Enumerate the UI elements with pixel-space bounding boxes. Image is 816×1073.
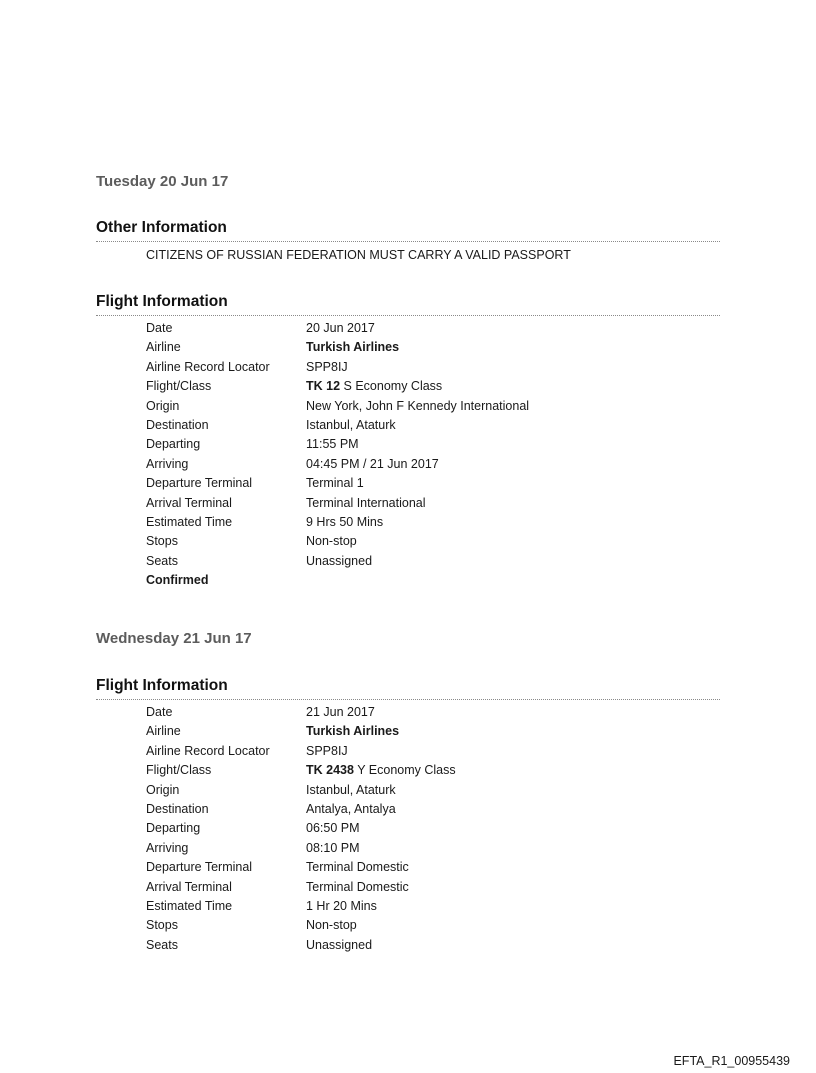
row-estimated-time (146, 513, 529, 532)
row-destination (146, 416, 529, 435)
other-information-heading: Other Information (96, 219, 720, 242)
row-arriving (146, 455, 529, 474)
value-departing: 06:50 PM (306, 821, 360, 836)
value-origin: New York, John F Kennedy International (306, 398, 530, 413)
booking-status: Confirmed (146, 573, 209, 587)
value-arriving: 08:10 PM (306, 840, 360, 855)
value-arrival-terminal: Terminal Domestic (306, 879, 409, 894)
value-seats: Unassigned (306, 937, 373, 952)
value-locator: SPP8IJ (306, 743, 348, 758)
row-locator (146, 358, 529, 377)
label-airline: Airline (146, 340, 181, 355)
label-arriving: Arriving (146, 840, 189, 855)
label-departing: Departing (146, 821, 201, 836)
row-origin (146, 781, 456, 800)
label-origin: Origin (146, 782, 180, 797)
value-stops: Non-stop (306, 918, 357, 933)
label-departure-terminal: Departure Terminal (146, 860, 253, 875)
value-estimated-time: 1 Hr 20 Mins (306, 899, 377, 914)
flight-number: TK 2438 (306, 763, 354, 778)
value-stops: Non-stop (306, 534, 357, 549)
flight-details-table-1 (146, 319, 529, 571)
flight-information-heading-2: Flight Information (96, 677, 720, 700)
label-departing: Departing (146, 437, 201, 452)
flight-details-table-2 (146, 703, 456, 955)
passport-notice: CITIZENS OF RUSSIAN FEDERATION MUST CARRY A VALID PASSPORT (146, 248, 571, 262)
row-departure-terminal (146, 858, 456, 877)
row-arrival-terminal (146, 494, 529, 513)
label-destination: Destination (146, 418, 209, 433)
row-arrival-terminal (146, 878, 456, 897)
value-airline: Turkish Airlines (306, 724, 400, 739)
label-date: Date (146, 705, 173, 719)
row-departing (146, 435, 529, 454)
label-departure-terminal: Departure Terminal (146, 476, 253, 491)
row-flight-class (146, 761, 456, 780)
value-date: 20 Jun 2017 (306, 321, 375, 335)
row-estimated-time (146, 897, 456, 916)
value-arriving: 04:45 PM / 21 Jun 2017 (306, 456, 439, 471)
row-departing (146, 819, 456, 838)
value-estimated-time: 9 Hrs 50 Mins (306, 515, 384, 530)
row-origin (146, 397, 529, 416)
value-departure-terminal: Terminal 1 (306, 476, 364, 491)
row-flight-class (146, 377, 529, 396)
value-airline: Turkish Airlines (306, 340, 400, 355)
value-departure-terminal: Terminal Domestic (306, 860, 409, 875)
value-date: 21 Jun 2017 (306, 705, 375, 719)
label-arrival-terminal: Arrival Terminal (146, 879, 232, 894)
row-airline (146, 722, 456, 741)
flight-number: TK 12 (306, 379, 341, 394)
value-origin: Istanbul, Ataturk (306, 782, 396, 797)
fare-class: Y Economy Class (357, 763, 456, 778)
value-locator: SPP8IJ (306, 359, 348, 374)
label-origin: Origin (146, 398, 180, 413)
label-stops: Stops (146, 534, 178, 549)
value-flight-class (306, 761, 456, 780)
label-arrival-terminal: Arrival Terminal (146, 495, 232, 510)
label-seats: Seats (146, 553, 178, 568)
row-airline (146, 338, 529, 357)
row-stops (146, 916, 456, 935)
row-locator (146, 742, 456, 761)
label-flight-class: Flight/Class (146, 763, 212, 778)
label-locator: Airline Record Locator (146, 359, 270, 374)
row-seats (146, 936, 456, 955)
label-arriving: Arriving (146, 456, 189, 471)
label-destination: Destination (146, 802, 209, 817)
day-header-1: Tuesday 20 Jun 17 (96, 173, 229, 190)
document-id: EFTA_R1_00955439 (673, 1054, 790, 1068)
label-seats: Seats (146, 937, 178, 952)
value-destination: Antalya, Antalya (306, 802, 396, 817)
value-seats: Unassigned (306, 553, 373, 568)
row-date (146, 703, 456, 722)
label-estimated-time: Estimated Time (146, 515, 233, 530)
value-departing: 11:55 PM (306, 437, 359, 452)
value-arrival-terminal: Terminal International (306, 495, 426, 510)
value-flight-class (306, 377, 529, 396)
row-destination (146, 800, 456, 819)
label-airline: Airline (146, 724, 181, 739)
label-estimated-time: Estimated Time (146, 899, 233, 914)
day-header-2: Wednesday 21 Jun 17 (96, 630, 252, 647)
value-destination: Istanbul, Ataturk (306, 418, 396, 433)
row-arriving (146, 839, 456, 858)
row-seats (146, 552, 529, 571)
flight-information-heading-1: Flight Information (96, 293, 720, 316)
row-departure-terminal (146, 474, 529, 493)
label-stops: Stops (146, 918, 178, 933)
row-date (146, 319, 529, 338)
fare-class: S Economy Class (343, 379, 443, 394)
row-stops (146, 532, 529, 551)
label-locator: Airline Record Locator (146, 743, 270, 758)
label-flight-class: Flight/Class (146, 379, 212, 394)
label-date: Date (146, 321, 173, 335)
